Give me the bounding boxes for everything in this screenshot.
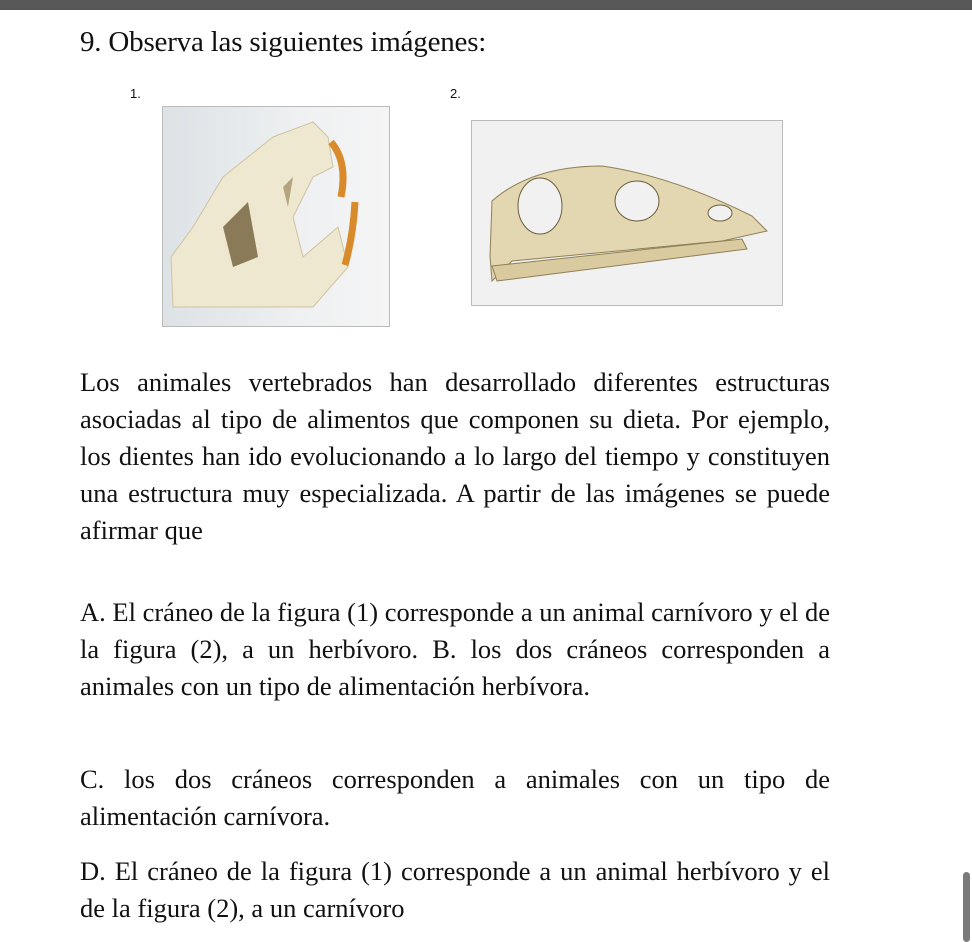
option-c[interactable]: C. los dos cráneos corresponden a animales con un tipo de alimentación carnívora. bbox=[80, 764, 830, 831]
figure-2-label: 2. bbox=[450, 86, 461, 101]
figure-1-label: 1. bbox=[130, 86, 141, 101]
option-a-b[interactable]: A. El cráneo de la figura (1) corresponde a un animal carnívoro y el de la figura (2), a un herbívoro. B. los dos cráneos corresponden a animales con un tipo de alimentación herbívora. bbox=[80, 597, 830, 701]
top-bar bbox=[0, 0, 972, 10]
beaver-skull-image bbox=[162, 106, 390, 327]
scrollbar-thumb[interactable] bbox=[963, 872, 970, 942]
question-title: 9. Observa las siguientes imágenes: bbox=[80, 26, 487, 58]
option-d[interactable]: D. El cráneo de la figura (1) corresponde a un animal herbívoro y el de la figura (2), a un carnívoro bbox=[80, 856, 830, 923]
dinosaur-skull-image bbox=[471, 120, 783, 306]
question-stem: Los animales vertebrados han desarrollado diferentes estructuras asociadas al tipo de alimentos que componen su dieta. Por ejemplo, los dientes han ido evolucionando a lo largo del tiempo y constituyen una estructura muy especializada. A partir de las imágenes se puede afirmar que bbox=[80, 367, 830, 545]
